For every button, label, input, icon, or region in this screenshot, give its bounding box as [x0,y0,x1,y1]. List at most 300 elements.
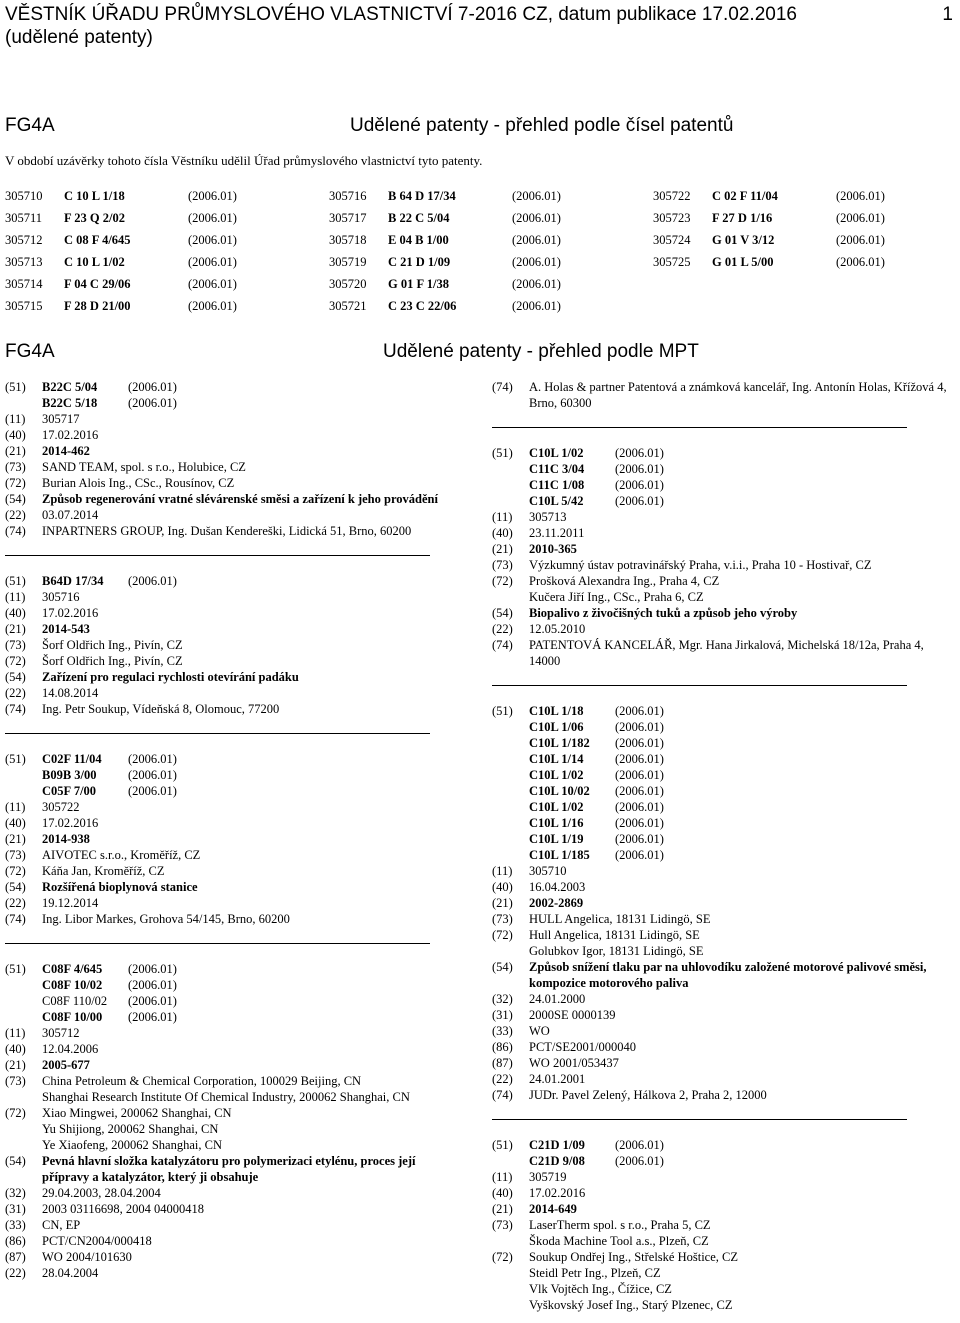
class-version: (2006.01) [512,211,561,225]
classification-version: (2006.01) [615,462,664,476]
patent-number: 305712 [5,233,43,247]
classification-version: (2006.01) [615,848,664,862]
classification-version: (2006.01) [615,800,664,814]
patent-number: 305719 [329,255,367,269]
record-field [492,525,952,541]
record-field [492,1265,952,1281]
record-separator [5,943,430,944]
classification-line [5,751,465,767]
patent-class: C 23 C 22/06 [388,299,457,313]
inid-code: (54) [5,880,26,894]
classification-version: (2006.01) [128,994,177,1008]
inid-code: (31) [5,1202,26,1216]
record-field [5,911,465,927]
class-version: (2006.01) [188,211,237,225]
field-value: 305716 [42,590,80,604]
patent-class: C 10 L 1/02 [64,255,125,269]
inid-code: (54) [5,492,26,506]
classification-code: C08F 10/02 [42,978,103,992]
record-field [492,863,952,879]
classification-version: (2006.01) [615,832,664,846]
classification-line [492,847,952,863]
classification-line [5,783,465,799]
field-value: Škoda Machine Tool a.s., Plzeň, CZ [529,1234,709,1248]
patent-table-row [5,207,237,229]
field-value: Prošková Alexandra Ing., Praha 4, CZ [529,574,720,588]
inid-code: (74) [492,380,513,394]
patent-record [492,379,952,411]
inid-code [5,1121,42,1137]
record-field [492,509,952,525]
field-value: 305722 [42,800,80,814]
inid-code: (11) [5,800,26,814]
inid-code: (11) [492,864,513,878]
patent-number: 305724 [653,233,691,247]
record-separator [5,733,430,734]
record-field [492,379,952,411]
inid-code [492,461,529,477]
classification-version: (2006.01) [615,720,664,734]
classification-code: C10L 1/02 [529,768,584,782]
patent-class: C 21 D 1/09 [388,255,451,269]
inid-code: (22) [5,896,26,910]
record-field [5,459,465,475]
inid-code: (40) [5,428,26,442]
patent-table-row [5,273,237,295]
section2-title: Udělené patenty - přehled podle MPT [383,341,699,362]
record-field [5,605,465,621]
inid-code: (54) [492,606,513,620]
field-value: AIVOTEC s.r.o., Kroměříž, CZ [42,848,201,862]
record-field [5,621,465,637]
classification-line [492,493,952,509]
classification-version: (2006.01) [615,704,664,718]
inid-code: (51) [492,704,513,718]
field-value: 2010-365 [529,542,577,556]
inid-code [492,477,529,493]
field-value: Káňa Jan, Kroměříž, CZ [42,864,165,878]
field-value: Ye Xiaofeng, 200062 Shanghai, CN [42,1138,222,1152]
record-field [492,959,952,991]
inid-code [492,831,529,847]
field-value: CN, EP [42,1218,81,1232]
classification-line [492,1153,952,1169]
patent-table-row [329,295,561,317]
record-field [492,1201,952,1217]
classification-line [492,767,952,783]
patent-class: B 64 D 17/34 [388,189,456,203]
classification-code: C10L 5/42 [529,494,584,508]
field-value: Rozšířená bioplynová stanice [42,880,198,894]
patent-number: 305725 [653,255,691,269]
inid-code: (74) [5,912,26,926]
record-field [492,1007,952,1023]
inid-code [492,1281,529,1297]
field-value: 19.12.2014 [42,896,99,910]
inid-code: (33) [492,1024,513,1038]
record-field [492,1297,952,1313]
field-value: Šorf Oldřich Ing., Pivín, CZ [42,654,183,668]
classification-code: C10L 1/16 [529,816,584,830]
classification-version: (2006.01) [128,784,177,798]
record-field [492,1055,952,1071]
record-field [5,1089,465,1105]
field-value: 2014-543 [42,622,90,636]
record-field [5,589,465,605]
record-field [492,1281,952,1297]
class-version: (2006.01) [836,255,885,269]
inid-code [492,847,529,863]
patent-table-row [5,251,237,273]
inid-code: (74) [492,638,513,652]
inid-code [492,783,529,799]
inid-code: (54) [5,1154,26,1168]
field-value: 2014-938 [42,832,90,846]
field-value: 17.02.2016 [529,1186,586,1200]
field-value: Ing. Libor Markes, Grohova 54/145, Brno, 60200 [42,912,290,926]
classification-code: C10L 10/02 [529,784,590,798]
patent-class: E 04 B 1/00 [388,233,449,247]
class-version: (2006.01) [188,233,237,247]
record-field [492,895,952,911]
inid-code: (40) [492,1186,513,1200]
classification-version: (2006.01) [615,784,664,798]
record-field [5,799,465,815]
field-value: 23.11.2011 [529,526,585,540]
patent-class: G 01 V 3/12 [712,233,775,247]
record-field [5,1201,465,1217]
patent-number: 305722 [653,189,691,203]
record-field [5,701,465,717]
field-value: 2014-462 [42,444,90,458]
patent-record [492,1137,952,1313]
classification-line [5,993,465,1009]
record-separator [5,555,430,556]
classification-code: C08F 10/00 [42,1010,103,1024]
inid-code: (21) [492,542,513,556]
classification-line [492,461,952,477]
field-value: Výzkumný ústav potravinářský Praha, v.i.i., Praha 10 - Hostivař, CZ [529,558,872,572]
page-header [5,3,955,49]
record-field [492,991,952,1007]
field-value: 305713 [529,510,567,524]
patent-table-column [653,185,885,273]
inid-code: (51) [492,446,513,460]
patent-number: 305721 [329,299,367,313]
record-field [5,507,465,523]
patent-record [492,445,952,669]
classification-version: (2006.01) [128,752,177,766]
field-value: Shanghai Research Institute Of Chemical Industry, 200062 Shanghai, CN [42,1090,410,1104]
field-value: Zařízení pro regulaci rychlosti otevírání padáku [42,670,299,684]
inid-code [492,943,529,959]
inid-code: (72) [492,574,513,588]
inid-code [5,977,42,993]
field-value: Pevná hlavní složka katalyzátoru pro polymerizaci etylénu, proces její přípravy a katalyzátor, který ji obsahuje [42,1154,416,1184]
record-field [492,1039,952,1055]
record-field [492,911,952,927]
patent-class: F 04 C 29/06 [64,277,131,291]
inid-code [492,751,529,767]
record-field [5,637,465,653]
record-field [492,1087,952,1103]
section1-code: FG4A [5,115,55,136]
inid-code [492,799,529,815]
patent-table-row [329,207,561,229]
record-field [5,1137,465,1153]
record-field [492,1071,952,1087]
record-field [5,847,465,863]
classification-code: C10L 1/14 [529,752,584,766]
field-value: Vlk Vojtěch Ing., Čížice, CZ [529,1282,672,1296]
patent-table-row [5,229,237,251]
inid-code [5,993,42,1009]
inid-code: (32) [5,1186,26,1200]
inid-code: (22) [5,1266,26,1280]
inid-code [492,735,529,751]
class-version: (2006.01) [512,255,561,269]
inid-code: (40) [5,816,26,830]
record-field [5,523,465,539]
inid-code: (51) [5,574,26,588]
inid-code: (22) [492,1072,513,1086]
record-field [492,605,952,621]
record-field [5,1121,465,1137]
patent-table-column [5,185,237,317]
patent-number: 305715 [5,299,43,313]
classification-line [492,445,952,461]
inid-code: (11) [492,1170,513,1184]
record-field [5,895,465,911]
classification-code: C10L 1/02 [529,800,584,814]
inid-code [492,767,529,783]
inid-code: (72) [5,1106,26,1120]
field-value: Hull Angelica, 18131 Lidingö, SE [529,928,700,942]
classification-line [5,961,465,977]
classification-code: C05F 7/00 [42,784,97,798]
patent-class: G 01 L 5/00 [712,255,774,269]
inid-code: (40) [5,606,26,620]
inid-code: (74) [5,524,26,538]
page-number: 1 [942,4,953,25]
inid-code [5,1009,42,1025]
field-value: PCT/SE2001/000040 [529,1040,636,1054]
class-version: (2006.01) [512,233,561,247]
record-field [492,589,952,605]
field-value: China Petroleum & Chemical Corporation, 100029 Beijing, CN [42,1074,362,1088]
classification-line [5,1009,465,1025]
classification-version: (2006.01) [615,768,664,782]
classification-version: (2006.01) [128,380,177,394]
inid-code: (21) [5,444,26,458]
inid-code: (21) [492,1202,513,1216]
classification-version: (2006.01) [128,962,177,976]
inid-code: (33) [5,1218,26,1232]
field-value: 2003 03116698, 2004 04000418 [42,1202,205,1216]
patent-table-row [653,251,885,273]
field-value: Burian Alois Ing., CSc., Rousínov, CZ [42,476,235,490]
field-value: Golubkov Igor, 18131 Lidingö, SE [529,944,704,958]
inid-code: (73) [492,1218,513,1232]
record-field [492,621,952,637]
field-value: 24.01.2000 [529,992,586,1006]
classification-code: B22C 5/04 [42,380,98,394]
field-value: WO 2001/053437 [529,1056,619,1070]
field-value: 14.08.2014 [42,686,99,700]
inid-code: (22) [5,686,26,700]
patent-class: C 10 L 1/18 [64,189,125,203]
class-version: (2006.01) [512,299,561,313]
field-value: LaserTherm spol. s r.o., Praha 5, CZ [529,1218,711,1232]
field-value: HULL Angelica, 18131 Lidingö, SE [529,912,711,926]
classification-code: C08F 4/645 [42,962,103,976]
record-field [5,653,465,669]
record-field [492,541,952,557]
inid-code: (54) [5,670,26,684]
field-value: PATENTOVÁ KANCELÁŘ, Mgr. Hana Jirkalová, Michelská 18/12a, Praha 4, 14000 [529,638,924,668]
inid-code: (72) [492,928,513,942]
patent-class: B 22 C 5/04 [388,211,450,225]
classification-code: C10L 1/02 [529,446,584,460]
section1-title: Udělené patenty - přehled podle čísel patentů [350,115,734,136]
inid-code: (72) [5,654,26,668]
field-value: 12.04.2006 [42,1042,99,1056]
inid-code: (74) [5,702,26,716]
field-value: 24.01.2001 [529,1072,586,1086]
record-field [5,1249,465,1265]
classification-version: (2006.01) [128,396,177,410]
inid-code: (86) [5,1234,26,1248]
record-field [5,1025,465,1041]
classification-version: (2006.01) [615,752,664,766]
record-field [5,443,465,459]
field-value: Způsob snížení tlaku par na uhlovodíku založené motorové palivové směsi, kompozice motorového paliva [529,960,927,990]
record-field [5,1153,465,1185]
field-value: Způsob regenerování vratné slévárenské směsi a zařízení k jeho provádění [42,492,438,506]
record-field [5,879,465,895]
classification-version: (2006.01) [615,1154,664,1168]
patent-record [5,751,465,927]
left-column-records [5,379,465,1281]
inid-code [5,783,42,799]
classification-line [5,767,465,783]
patent-class: F 23 Q 2/02 [64,211,125,225]
record-field [492,557,952,573]
class-version: (2006.01) [836,233,885,247]
record-field [5,863,465,879]
classification-code: C21D 9/08 [529,1154,585,1168]
record-field [5,1073,465,1089]
record-field [5,1041,465,1057]
inid-code [5,767,42,783]
field-value: 17.02.2016 [42,428,99,442]
classification-code: C11C 1/08 [529,478,585,492]
classification-line [492,735,952,751]
record-field [492,1185,952,1201]
inid-code [492,719,529,735]
field-value: INPARTNERS GROUP, Ing. Dušan Kendereški, Lidická 51, Brno, 60200 [42,524,412,538]
patent-table-column [329,185,561,317]
patent-table-row [329,273,561,295]
patent-class: C 08 F 4/645 [64,233,131,247]
inid-code [492,589,529,605]
record-field [5,685,465,701]
inid-code: (73) [5,638,26,652]
field-value: Steidl Petr Ing., Plzeň, CZ [529,1266,661,1280]
field-value: 305719 [529,1170,567,1184]
record-separator [492,685,907,686]
inid-code: (11) [5,1026,26,1040]
classification-line [492,799,952,815]
classification-code: C02F 11/04 [42,752,102,766]
patent-number: 305716 [329,189,367,203]
classification-line [492,815,952,831]
classification-code: C21D 1/09 [529,1138,585,1152]
classification-code: B09B 3/00 [42,768,97,782]
inid-code [5,1137,42,1153]
record-field [5,1217,465,1233]
inid-code: (21) [5,622,26,636]
inid-code [5,395,42,411]
field-value: 2000SE 0000139 [529,1008,616,1022]
record-field [492,927,952,943]
classification-version: (2006.01) [615,494,664,508]
record-field [492,1217,952,1233]
classification-line [5,977,465,993]
inid-code: (51) [492,1138,513,1152]
field-value: 305710 [529,864,567,878]
inid-code [492,493,529,509]
section1-intro: V období uzávěrky tohoto čísla Věstníku udělil Úřad průmyslového vlastnictví tyto patenty. [5,153,483,168]
record-field [5,1265,465,1281]
record-field [492,879,952,895]
field-value: 16.04.2003 [529,880,586,894]
classification-code: C10L 1/19 [529,832,584,846]
inid-code [492,1153,529,1169]
inid-code: (51) [5,962,26,976]
field-value: Kučera Jiří Ing., CSc., Praha 6, CZ [529,590,704,604]
classification-line [492,831,952,847]
inid-code [5,1089,42,1105]
patent-class: C 02 F 11/04 [712,189,778,203]
field-value: 2005-677 [42,1058,90,1072]
class-version: (2006.01) [512,277,561,291]
record-field [5,815,465,831]
classification-version: (2006.01) [128,574,177,588]
inid-code: (86) [492,1040,513,1054]
inid-code: (40) [492,526,513,540]
inid-code: (22) [492,622,513,636]
classification-line [5,573,465,589]
record-field [5,475,465,491]
record-field [492,1233,952,1249]
field-value: 2014-649 [529,1202,577,1216]
field-value: Biopalivo z živočišných tuků a způsob jeho výroby [529,606,798,620]
record-separator [492,427,907,428]
record-field [5,669,465,685]
section2-code: FG4A [5,341,55,362]
field-value: 12.05.2010 [529,622,586,636]
classification-line [492,1137,952,1153]
inid-code: (72) [5,476,26,490]
inid-code: (21) [5,1058,26,1072]
inid-code: (74) [492,1088,513,1102]
record-field [5,411,465,427]
patent-table-row [653,229,885,251]
inid-code: (72) [5,864,26,878]
patent-table-row [329,251,561,273]
patent-table-row [5,185,237,207]
